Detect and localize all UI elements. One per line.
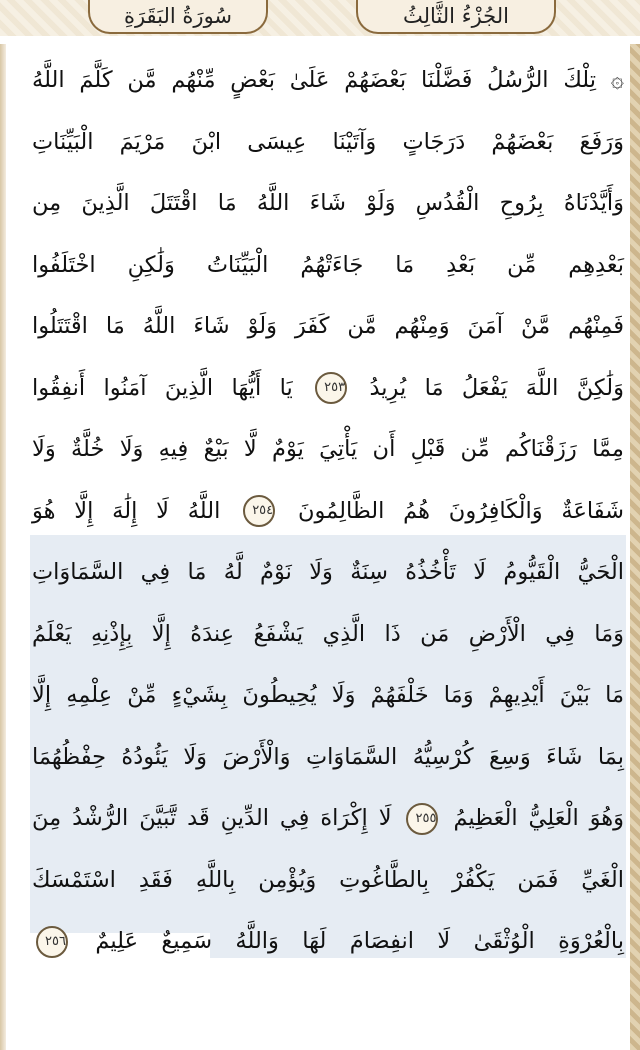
verse-line[interactable]: وَأَيَّدْنَاهُ بِرُوحِ الْقُدُسِ وَلَوْ شَاءَ اللَّهُ مَا اقْتَتَلَ الَّذِينَ مِن [32,190,624,216]
verse-line[interactable]: وَهُوَ الْعَلِيُّ الْعَظِيمُ ٢٥٥ لَا إِكْرَاهَ فِي الدِّينِ قَد تَّبَيَّنَ الرُّشْدُ مِنَ [30,788,626,850]
page-header [0,0,640,44]
verse-line[interactable]: فَمِنْهُم مَّنْ آمَنَ وَمِنْهُم مَّن كَفَرَ وَلَوْ شَاءَ اللَّهُ مَا اقْتَتَلُوا [32,313,624,339]
verse-lines [30,50,626,973]
verse-line[interactable]: الْغَيِّ فَمَن يَكْفُرْ بِالطَّاغُوتِ وَيُؤْمِن بِاللَّهِ فَقَدِ اسْتَمْسَكَ [32,866,624,893]
verse-line[interactable]: بِالْعُرْوَةِ الْوُثْقَىٰ لَا انفِصَامَ لَهَا وَاللَّهُ سَمِيعٌ عَلِيمٌ ٢٥٦ [30,911,626,973]
verse-line[interactable]: ۞ تِلْكَ الرُّسُلُ فَضَّلْنَا بَعْضَهُمْ عَلَىٰ بَعْضٍ مِّنْهُم مَّن كَلَّمَ اللَّهُ [32,67,624,93]
verse-line[interactable]: بَعْدِهِم مِّن بَعْدِ مَا جَاءَتْهُمُ الْبَيِّنَاتُ وَلَٰكِنِ اخْتَلَفُوا [32,251,624,278]
verse-line[interactable]: وَلَٰكِنَّ اللَّهَ يَفْعَلُ مَا يُرِيدُ ٢٥٣ يَا أَيُّهَا الَّذِينَ آمَنُوا أَنفِقُوا [30,358,626,420]
verse-line[interactable]: وَرَفَعَ بَعْضَهُمْ دَرَجَاتٍ وَآتَيْنَا عِيسَى ابْنَ مَرْيَمَ الْبَيِّنَاتِ [32,128,624,155]
page-left-edge [0,0,6,1050]
ayah-number-marker[interactable]: ٢٥٦ [36,926,68,958]
verse-line[interactable]: مِمَّا رَزَقْنَاكُم مِّن قَبْلِ أَن يَأْتِيَ يَوْمٌ لَّا بَيْعٌ فِيهِ وَلَا خُلَّةٌ وَلَا [32,436,624,462]
verse-line[interactable]: وَمَا فِي الْأَرْضِ مَن ذَا الَّذِي يَشْفَعُ عِندَهُ إِلَّا بِإِذْنِهِ يَعْلَمُ [32,620,624,647]
ayah-number-marker[interactable]: ٢٥٤ [243,495,275,527]
surah-name-frame [88,0,268,34]
juz-name-frame [356,0,556,34]
page-right-edge-ornament [630,0,640,1050]
juz-name: الجُزْءُ الثَّالِثُ [403,4,509,28]
verse-line[interactable]: بِمَا شَاءَ وَسِعَ كُرْسِيُّهُ السَّمَاوَاتِ وَالْأَرْضَ وَلَا يَئُودُهُ حِفْظُهُمَا [32,743,624,770]
verse-line[interactable]: مَا بَيْنَ أَيْدِيهِمْ وَمَا خَلْفَهُمْ وَلَا يُحِيطُونَ بِشَيْءٍ مِّنْ عِلْمِهِ إِلَّا [32,682,624,708]
surah-name: سُورَةُ البَقَرَةِ [123,4,233,28]
quran-page-body [30,50,626,1045]
verse-line[interactable]: الْحَيُّ الْقَيُّومُ لَا تَأْخُذُهُ سِنَةٌ وَلَا نَوْمٌ لَّهُ مَا فِي السَّمَاوَاتِ [32,559,624,585]
verse-line[interactable]: شَفَاعَةٌ وَالْكَافِرُونَ هُمُ الظَّالِمُونَ ٢٥٤ اللَّهُ لَا إِلَٰهَ إِلَّا هُوَ [30,481,626,543]
ayah-number-marker[interactable]: ٢٥٥ [406,803,438,835]
ayah-number-marker[interactable]: ٢٥٣ [315,372,347,404]
